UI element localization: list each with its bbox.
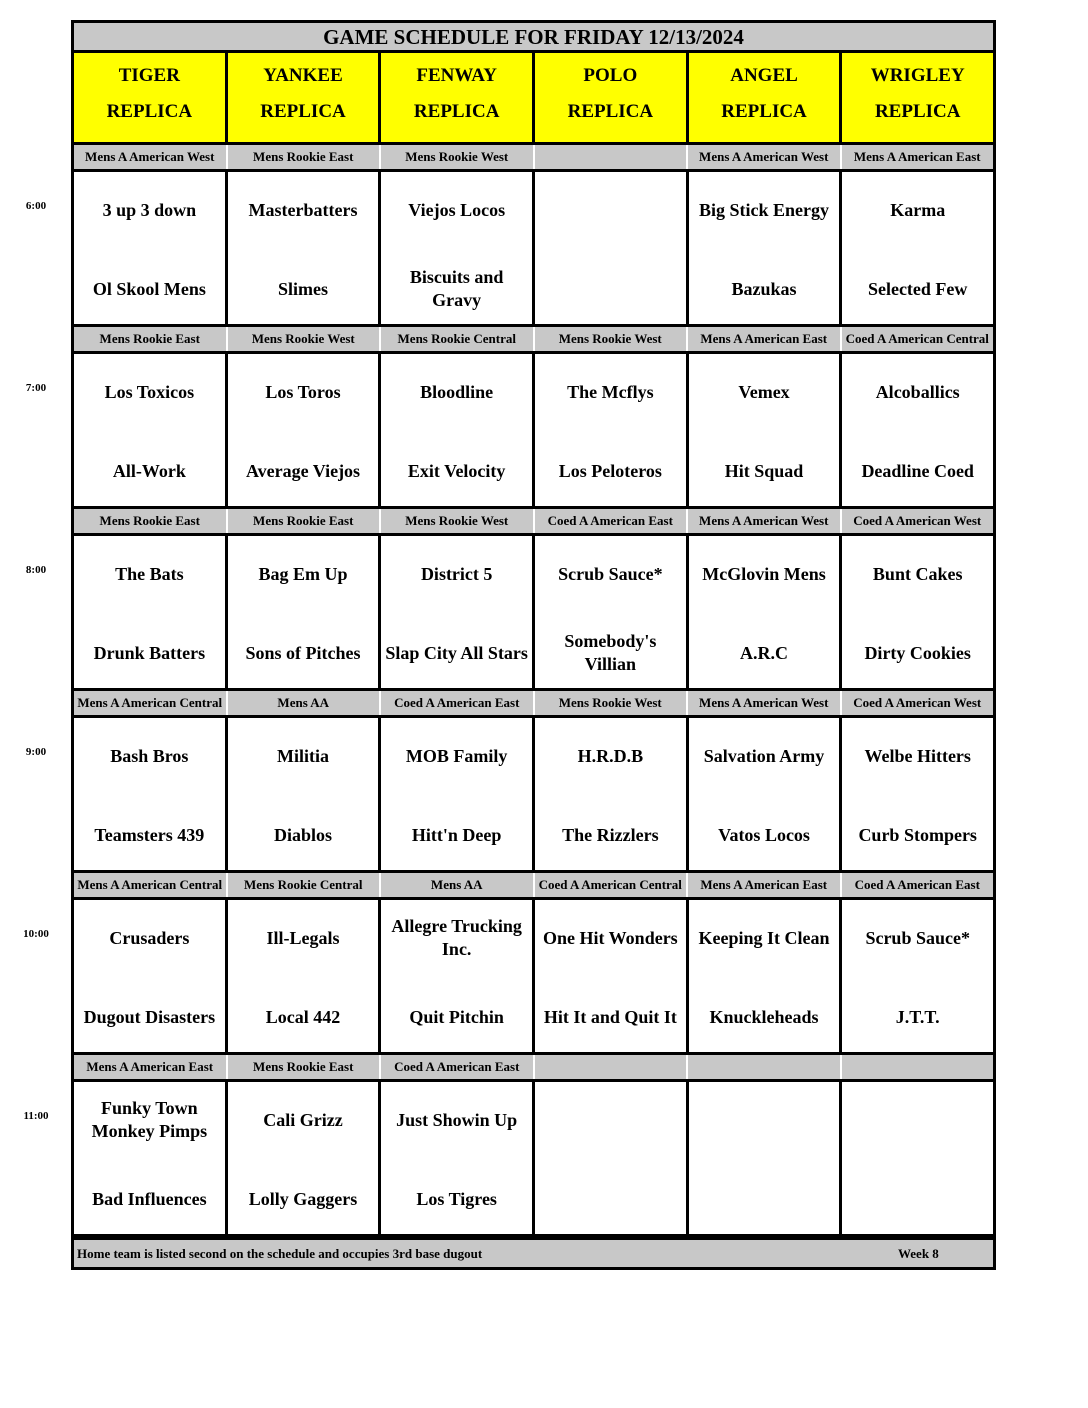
game-cell [228,900,382,1052]
game-cell [689,172,843,324]
division-label: Mens A American West [74,145,228,169]
game-cell [381,536,535,688]
home-team: Knuckleheads [709,1006,819,1027]
away-team: One Hit Wonders [543,927,678,948]
home-team: Los Tigres [416,1188,497,1209]
game-cell [381,718,535,870]
away-team: Los Toros [265,381,341,402]
division-label: Mens A American West [688,509,842,533]
division-label: Mens Rookie East [228,1055,382,1079]
division-label: Mens Rookie East [74,327,228,351]
away-team: Welbe Hitters [864,745,971,766]
division-row [71,509,996,533]
game-cell [535,536,689,688]
away-team: Los Toxicos [104,381,195,402]
game-row [71,169,996,327]
field-header [74,53,228,142]
away-team: MOB Family [405,745,508,766]
field-subtitle: REPLICA [260,101,346,122]
away-team: Bash Bros [110,745,189,766]
division-label: Coed A American Central [845,331,989,346]
home-team: Hitt'n Deep [411,824,502,845]
home-team: Local 442 [265,1006,341,1027]
home-team: Dugout Disasters [83,1006,216,1027]
division-label: Mens A American Central [74,691,228,715]
division-label: Coed A American East [854,877,980,892]
game-cell [74,172,228,324]
field-header [689,53,843,142]
away-team: H.R.D.B [577,745,644,766]
away-team [693,1090,836,1150]
field-subtitle: REPLICA [106,101,193,122]
time-slot [25,691,996,873]
division-label [535,145,689,169]
division-label: Mens Rookie West [381,145,535,169]
home-team: Hit Squad [724,460,804,481]
division-label: Mens Rookie Central [381,327,535,351]
home-team: Vatos Locos [718,824,810,845]
game-cell [228,718,382,870]
home-team: Teamsters 439 [94,824,205,845]
away-team: The Mcflys [567,381,654,402]
away-team: Big Stick Energy [699,199,830,220]
away-team: Salvation Army [703,745,825,766]
game-cell [535,172,689,324]
home-team: Selected Few [867,278,968,299]
game-cell [381,1082,535,1234]
away-team: 3 up 3 down [102,199,197,220]
home-team [539,1169,682,1229]
home-team: Exit Velocity [407,460,506,481]
home-team: Deadline Coed [861,460,974,481]
division-label: Mens Rookie East [228,145,382,169]
game-row [71,715,996,873]
home-team: Drunk Batters [93,642,206,663]
game-cell [381,900,535,1052]
away-team: Vemex [738,381,790,402]
field-name: FENWAY [416,65,497,86]
game-cell [842,1082,993,1234]
away-team: Alcoballics [875,381,960,402]
away-team: Militia [277,745,329,766]
away-team: Ill-Legals [266,927,340,948]
game-row [71,897,996,1055]
home-team: Lolly Gaggers [248,1188,358,1209]
time-label: 11:00 [23,1110,49,1122]
game-cell [689,718,843,870]
footer-note: Home team is listed second on the schedule and occupies 3rd base dugout [77,1246,483,1261]
division-row [71,873,996,897]
game-cell [228,354,382,506]
game-cell [74,900,228,1052]
home-team: J.T.T. [895,1006,940,1027]
division-label [535,1055,689,1079]
home-team: Biscuits and Gravy [409,267,504,310]
division-label [688,1055,842,1079]
home-team: Ol Skool Mens [92,278,206,299]
home-team [693,1169,836,1229]
away-team: Scrub Sauce* [865,927,970,948]
home-team [846,1169,989,1229]
away-team: Bunt Cakes [872,563,963,584]
away-team: Bloodline [420,381,494,402]
away-team: The Bats [115,563,184,584]
game-cell [535,1082,689,1234]
field-header [535,53,689,142]
schedule-table [23,20,996,1270]
away-team: Crusaders [109,927,190,948]
game-cell [381,172,535,324]
field-header [381,53,535,142]
away-team: Scrub Sauce* [558,563,663,584]
game-cell [228,536,382,688]
division-label: Coed A American Central [535,873,689,897]
away-team [539,1090,682,1150]
game-cell [381,354,535,506]
division-row [71,691,996,715]
time-slot [25,145,996,327]
game-row [71,351,996,509]
time-slot [23,873,996,1055]
home-team: Bazukas [731,278,797,299]
division-label: Mens Rookie West [228,327,382,351]
time-slot [25,327,996,509]
game-row [71,533,996,691]
game-cell [689,536,843,688]
division-label: Mens A American East [74,1055,228,1079]
game-cell [689,900,843,1052]
division-label: Mens A American West [688,145,842,169]
away-team [539,180,682,240]
game-cell [228,172,382,324]
home-team: Dirty Cookies [864,642,971,663]
away-team: Bag Em Up [258,563,348,584]
home-team: The Rizzlers [562,824,659,845]
home-team: A.R.C [740,642,789,663]
game-cell [842,900,993,1052]
home-team: Bad Influences [92,1188,207,1209]
game-cell [842,354,993,506]
home-team: Curb Stompers [858,824,977,845]
field-name: ANGEL [730,65,798,86]
game-row [71,1079,996,1237]
division-row [71,145,996,169]
division-label: Coed A American West [853,695,982,710]
field-name: WRIGLEY [870,65,965,86]
division-label: Mens Rookie East [228,509,382,533]
game-cell [228,1082,382,1234]
field-name: TIGER [118,65,180,86]
home-team: Los Peloteros [558,460,662,481]
field-header-row [71,53,996,145]
time-slot [23,1055,996,1237]
division-label: Coed A American East [381,691,535,715]
game-cell [74,536,228,688]
field-header [842,53,993,142]
division-label: Mens A American West [688,691,842,715]
home-team: Sons of Pitches [245,642,361,663]
away-team: McGlovin Mens [702,563,826,584]
division-label: Mens Rookie West [535,691,689,715]
game-cell [842,718,993,870]
division-label: Coed A American East [381,1055,535,1079]
home-team: Hit It and Quit It [543,1006,677,1027]
division-label: Mens Rookie East [74,509,228,533]
division-label [842,1055,994,1079]
game-cell [535,354,689,506]
home-team: All-Work [112,460,186,481]
time-label: 9:00 [25,746,47,758]
time-label: 8:00 [25,564,47,576]
game-cell [842,172,993,324]
field-subtitle: REPLICA [874,101,961,122]
time-slot [25,509,996,691]
away-team: Masterbatters [248,199,358,220]
time-label: 7:00 [25,382,47,394]
away-team: Funky Town Monkey Pimps [91,1098,208,1141]
week-label: Week 8 [898,1246,939,1261]
away-team: Just Showin Up [396,1109,518,1130]
away-team: Cali Grizz [263,1109,343,1130]
division-label: Mens AA [381,873,535,897]
game-cell [74,1082,228,1234]
division-label: Mens Rookie West [535,327,689,351]
field-subtitle: REPLICA [413,101,500,122]
field-header [228,53,382,142]
division-label: Mens A American Central [74,873,228,897]
home-team: Somebody's Villian [564,631,657,674]
division-label: Coed A American East [535,509,689,533]
game-cell [74,354,228,506]
division-label: Mens A American East [688,873,842,897]
away-team: District 5 [420,563,493,584]
game-cell [689,354,843,506]
home-team [539,259,682,319]
footer-bar [71,1237,996,1270]
home-team: Diablos [273,824,333,845]
away-team: Keeping It Clean [698,927,830,948]
game-cell [842,536,993,688]
time-label: 6:00 [25,200,47,212]
field-subtitle: REPLICA [721,101,807,122]
away-team [846,1090,989,1150]
division-label: Mens A American East [688,327,842,351]
away-team: Karma [890,199,946,220]
division-label: Coed A American West [853,513,982,528]
division-label: Mens A American East [853,149,981,164]
field-name: POLO [583,65,638,86]
game-cell [689,1082,843,1234]
time-label: 10:00 [23,928,49,940]
home-team: Average Viejos [245,460,361,481]
division-row [71,327,996,351]
field-name: YANKEE [263,65,343,86]
home-team: Slimes [278,278,329,299]
home-team: Slap City All Stars [385,642,528,663]
game-cell [535,900,689,1052]
game-cell [74,718,228,870]
field-subtitle: REPLICA [567,101,654,122]
away-team: Allegre Trucking Inc. [391,916,522,959]
division-label: Mens AA [228,691,382,715]
home-team: Quit Pitchin [409,1006,504,1027]
schedule-title: GAME SCHEDULE FOR FRIDAY 12/13/2024 [71,20,996,53]
division-label: Mens Rookie West [381,509,535,533]
division-label: Mens Rookie Central [228,873,382,897]
away-team: Viejos Locos [408,199,506,220]
game-cell [535,718,689,870]
division-row [71,1055,996,1079]
